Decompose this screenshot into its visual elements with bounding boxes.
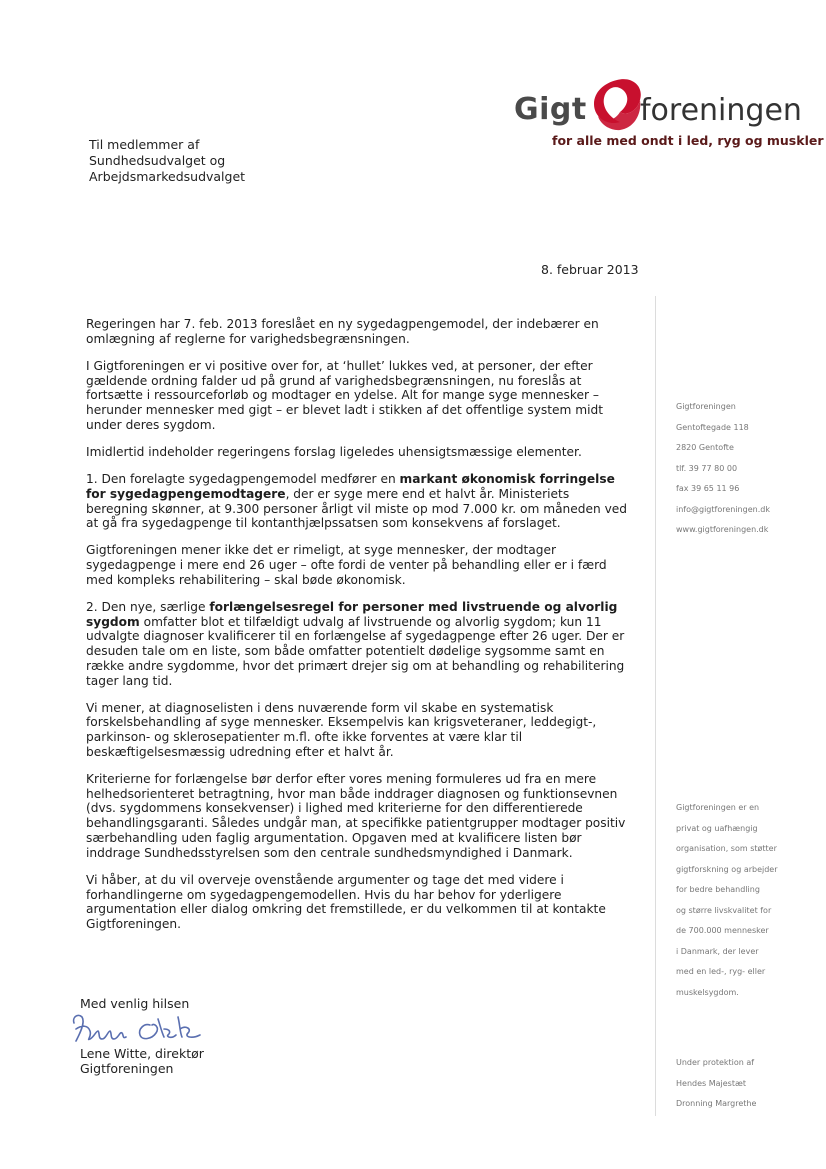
logo-tagline: for alle med ondt i led, ryg og muskler <box>552 133 824 148</box>
body-paragraph-9: Vi håber, at du vil overveje ovenstående argumenter og tage det med videre i forhandlingerne om sygedagpengemodellen. Hvis du har behov for yderligere argumentation eller dialog omkring det fremstillede, er du velkommen til at kontakte Gigtforeningen. <box>86 872 606 931</box>
body-paragraph-5: Gigtforeningen mener ikke det er rimeligt, at syge mennesker, der modtager sygedagpenge i mere end 26 uger – ofte fordi de venter på behandling eller er i færd med kompleks rehabilitering – skal bøde økonomisk. <box>86 543 607 587</box>
contact-city: 2820 Gentofte <box>676 443 734 452</box>
about-line: Gigtforeningen er en <box>676 803 760 812</box>
contact-org: Gigtforeningen <box>676 402 736 411</box>
body-paragraph-4-start: 1. Den forelagte sygedagpengemodel medfører en <box>86 472 400 487</box>
body-paragraph-7: Vi mener, at diagnoselisten i dens nuværende form vil skabe en systematisk forskelsbehandling af syge mennesker. Eksempelvis kan krigsveteraner, leddegigt-, parkinson- og sklerosepatienter m.fl. ofte ikke forventes at være klar til beskæftigelsesmæssig udredning efter et halvt år. <box>86 700 597 759</box>
recipient-line: Arbejdsmarkedsudvalget <box>89 169 246 184</box>
body-paragraph-3: Imidlertid indeholder regeringens forslag ligeledes uhensigtsmæssige elementer. <box>86 444 582 459</box>
body-paragraph-4 <box>86 472 634 531</box>
logo-word-foreningen: foreningen <box>640 93 802 128</box>
about-line: muskelsygdom. <box>676 987 739 997</box>
logo-word-gigt: Gigt <box>514 92 587 127</box>
protection-line: Under protektion af <box>676 1058 755 1067</box>
signer-name: Lene Witte, direktør <box>80 1046 204 1061</box>
sidebar-contact <box>676 402 770 546</box>
about-line: i Danmark, der lever <box>676 946 759 956</box>
about-line: de 700.000 mennesker <box>676 926 769 935</box>
logo <box>512 76 802 136</box>
handwritten-signature <box>68 1011 218 1047</box>
sidebar-protection <box>676 1058 756 1120</box>
body-paragraph-6 <box>86 600 634 688</box>
closing-greeting: Med venlig hilsen <box>80 996 190 1011</box>
signer-block <box>80 1046 204 1076</box>
body-paragraph-2: I Gigtforeningen er vi positive over for, at ‘hullet’ lukkes ved, at personer, der efter gældende ordning falder ud på grund af varighedsbegrænsningen, nu foreslås at fortsætte i ressourceforløb og modtager en ydelse. Alt for mange syge mennesker – herunder mennesker med gigt – er blevet ladt i stikken af det offentlige system midt under deres sygdom. <box>86 358 604 432</box>
protection-line: Hendes Majestæt <box>676 1078 746 1088</box>
recipient-line: Sundhedsudvalget og <box>89 153 226 168</box>
letter-body <box>86 317 634 944</box>
body-paragraph-4-end: , der er syge mere end et halvt år. Ministeriets beregning skønner, at 9.300 personer årligt vil miste op mod 7.000 kr. om måneden ved at gå fra sygedagpenge til kontanthjælpssatsen som konsekvens af forslaget. <box>86 486 628 531</box>
sidebar-about <box>676 803 778 1008</box>
contact-phone: tlf. 39 77 80 00 <box>676 463 738 473</box>
letter-date: 8. februar 2013 <box>541 262 639 277</box>
about-line: med en led-, ryg- eller <box>676 967 766 976</box>
protection-line: Dronning Margrethe <box>676 1099 757 1108</box>
contact-email: info@gigtforeningen.dk <box>676 504 770 514</box>
sidebar-divider <box>655 296 656 1116</box>
body-paragraph-6-start: 2. Den nye, særlige <box>86 600 210 615</box>
gigtforeningen-logo-icon <box>590 76 644 132</box>
body-paragraph-6-end: omfatter blot et tilfældigt udvalg af livstruende og alvorlig sygdom; kun 11 udvalgte diagnoser kvalificerer til en forlængelse af sygedagpenge efter 26 uger. Der er desuden tale om en liste, som både omfatter potentielt dødelige sygsomme samt en række andre sygdomme, hvor det primært drejer sig om at behandling og rehabilitering tager lang tid. <box>86 614 625 688</box>
contact-fax: fax 39 65 11 96 <box>676 484 740 493</box>
recipient-line: Til medlemmer af <box>89 137 200 152</box>
body-paragraph-4-emphasis: markant økonomisk forringelse for sygedagpengemodtagere <box>86 472 615 501</box>
contact-website: www.gigtforeningen.dk <box>676 525 769 534</box>
contact-street: Gentoftegade 118 <box>676 422 749 432</box>
body-paragraph-6-emphasis: forlængelsesregel for personer med livstruende og alvorlig sygdom <box>86 600 618 629</box>
about-line: for bedre behandling <box>676 885 760 894</box>
body-paragraph-8: Kriterierne for forlængelse bør derfor efter vores mening formuleres ud fra en mere helhedsorienteret betragtning, hvor man både inddrager diagnosen og funktionsevnen (dvs. sygdommens konsekvenser) i lighed med kriterierne for den differentierede behandlingsgaranti. Således undgår man, at specifikke patientgrupper modtager positiv særbehandling uden faglig argumentation. Opgaven med at kvalificere listen bør inddrage Sundhedsstyrelsen som den centrale sundhedsmyndighed i Danmark. <box>86 772 626 860</box>
about-line: organisation, som støtter <box>676 844 777 853</box>
signer-organization: Gigtforeningen <box>80 1061 174 1076</box>
about-line: og større livskvalitet for <box>676 905 772 915</box>
body-paragraph-1: Regeringen har 7. feb. 2013 foreslået en ny sygedagpengemodel, der indebærer en omlægning af reglerne for varighedsbegrænsningen. <box>86 317 599 346</box>
about-line: gigtforskning og arbejder <box>676 864 778 874</box>
about-line: privat og uafhængig <box>676 823 758 833</box>
recipient-address <box>89 137 245 185</box>
